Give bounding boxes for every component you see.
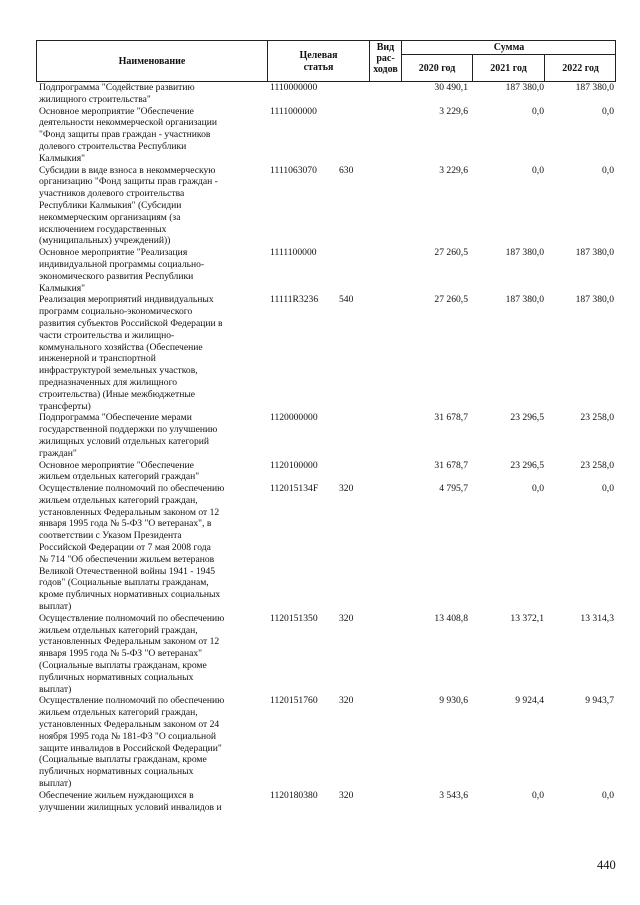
row-code: 1120000000 — [270, 412, 318, 424]
row-code: 1120151350 — [270, 612, 318, 624]
row-value-2020: 3 229,6 — [439, 105, 468, 117]
table-row — [36, 294, 616, 412]
row-name: Осуществление полномочий по обеспечению жильем отдельных категорий граждан, установленных Федеральным законом от 12 января 1995 года № 5-ФЗ "О ветеранах", в соответствии с Указом Президента Российской Федерации от 7 мая 2008 года № 714 "Об обеспечении жильем ветеранов Великой Отечественной войны 1941 - 1945 годов" (Социальные выплаты гражданам, кроме публичных нормативных социальных выплат) — [39, 483, 225, 613]
table-row — [36, 483, 616, 613]
header-code-line1: Целевая — [299, 49, 338, 61]
row-value-2022: 0,0 — [602, 483, 614, 495]
table-header — [36, 40, 616, 82]
row-name: Обеспечение жильем нуждающихся в улучшении жилищных условий инвалидов и — [39, 789, 222, 813]
header-sum — [401, 40, 616, 54]
row-value-2022: 13 314,3 — [580, 612, 614, 624]
row-value-2021: 187 380,0 — [505, 247, 544, 259]
row-vid: 320 — [339, 695, 354, 707]
row-value-2021: 23 296,5 — [510, 459, 544, 471]
header-sum-text: Сумма — [493, 42, 525, 53]
row-code: 112015134F — [270, 483, 319, 495]
row-vid: 320 — [339, 612, 354, 624]
row-vid: 320 — [339, 789, 354, 801]
row-value-2020: 31 678,7 — [434, 459, 468, 471]
row-code: 1120151760 — [270, 695, 318, 707]
row-value-2022: 187 380,0 — [575, 294, 614, 306]
row-name: Основное мероприятие "Реализация индивидуальной программы социально- экономического развития Республики Калмыкия" — [39, 247, 205, 294]
header-year-2022 — [544, 54, 616, 82]
row-name: Подпрограмма "Содействие развитию жилищного строительства" — [39, 82, 195, 105]
row-value-2020: 4 795,7 — [439, 483, 468, 495]
row-value-2020: 13 408,8 — [434, 612, 468, 624]
row-value-2021: 9 924,4 — [515, 695, 544, 707]
header-vid-line3: ходов — [373, 64, 398, 75]
row-value-2022: 0,0 — [602, 105, 614, 117]
header-year-2022-text: 2022 год — [562, 63, 599, 74]
row-value-2021: 0,0 — [532, 164, 544, 176]
row-name: Субсидии в виде взноса в некоммерческую организацию "Фонд защиты прав граждан - участников долевого строительства Республики Калмыкия" (Субсидии некоммерческим организациям (за исключением государственных (муниципальных) учреждений)) — [39, 164, 218, 247]
table-row — [36, 613, 616, 696]
table-row — [36, 412, 616, 459]
header-code — [267, 40, 369, 82]
row-name: Подпрограмма "Обеспечение мерами государственной поддержки по улучшению жилищных условий отдельных категорий граждан" — [39, 412, 218, 459]
row-value-2022: 23 258,0 — [580, 412, 614, 424]
header-year-2021 — [472, 54, 544, 82]
row-value-2021: 0,0 — [532, 483, 544, 495]
header-vid-line2: рас- — [376, 53, 395, 64]
row-name: Основное мероприятие "Обеспечение жильем отдельных категорий граждан" — [39, 459, 200, 483]
table-row — [36, 695, 616, 789]
row-value-2022: 0,0 — [602, 164, 614, 176]
header-year-2020-text: 2020 год — [418, 63, 456, 74]
row-value-2022: 187 380,0 — [575, 247, 614, 259]
row-name: Основное мероприятие "Обеспечение деятельности некоммерческой организации "Фонд защиты прав граждан - участников долевого строительства Республики Калмыкия" — [39, 105, 218, 164]
row-value-2020: 31 678,7 — [434, 412, 468, 424]
row-value-2021: 0,0 — [532, 105, 544, 117]
row-vid: 630 — [339, 164, 354, 176]
row-value-2020: 30 490,1 — [434, 82, 468, 93]
row-code: 1111100000 — [270, 247, 317, 259]
row-code: 1120180380 — [270, 789, 318, 801]
header-year-2020 — [401, 54, 472, 82]
row-code: 11111R3236 — [270, 294, 319, 306]
row-value-2022: 0,0 — [602, 789, 614, 801]
header-vid — [369, 40, 401, 82]
row-value-2021: 187 380,0 — [505, 82, 544, 93]
row-value-2021: 187 380,0 — [505, 294, 544, 306]
row-vid: 320 — [339, 483, 354, 495]
table-row — [36, 247, 616, 294]
row-value-2022: 23 258,0 — [580, 459, 614, 471]
header-year-2021-text: 2021 год — [490, 63, 527, 74]
row-value-2022: 187 380,0 — [575, 82, 614, 93]
row-value-2021: 23 296,5 — [510, 412, 544, 424]
page-number: 440 — [597, 858, 616, 872]
header-vid-line1: Вид — [376, 42, 395, 53]
row-vid: 540 — [339, 294, 354, 306]
table-row — [36, 82, 616, 106]
row-code: 1110000000 — [270, 82, 318, 93]
row-value-2020: 3 229,6 — [439, 164, 468, 176]
header-name — [36, 40, 267, 82]
table-row — [36, 460, 616, 484]
table-row — [36, 790, 616, 814]
row-value-2020: 3 543,6 — [439, 789, 468, 801]
row-value-2020: 9 930,6 — [439, 695, 468, 707]
row-value-2020: 27 260,5 — [434, 294, 468, 306]
table-body — [36, 82, 616, 813]
header-code-line2: статья — [303, 61, 334, 73]
row-value-2021: 0,0 — [532, 789, 544, 801]
table-row — [36, 106, 616, 165]
row-value-2022: 9 943,7 — [585, 695, 614, 707]
row-value-2021: 13 372,1 — [510, 612, 544, 624]
row-code: 1111063070 — [270, 164, 317, 176]
table-row — [36, 165, 616, 248]
row-value-2020: 27 260,5 — [434, 247, 468, 259]
row-name: Осуществление полномочий по обеспечению жильем отдельных категорий граждан, установленных Федеральным законом от 24 ноября 1995 года № 181-ФЗ "О социальной защите инвалидов в Российской Федерации" (Социальные выплаты гражданам, кроме публичных нормативных социальных выплат) — [39, 695, 225, 790]
row-name: Осуществление полномочий по обеспечению жильем отдельных категорий граждан, установленных Федеральным законом от 12 января 1995 года № 5-ФЗ "О ветеранах" (Социальные выплаты гражданам, кроме публичных нормативных социальных выплат) — [39, 612, 225, 695]
row-code: 1120100000 — [270, 459, 318, 471]
row-code: 1111000000 — [270, 105, 317, 117]
row-name: Реализация мероприятий индивидуальных программ социально-экономического развития субъектов Российской Федерации в части строительства и жилищно- коммунального хозяйства (Обеспечение инженерной и транспортной инфраструктурой земельных участков, предназначенных для жилищного строительства) (Иные межбюджетные трансферты) — [39, 294, 223, 412]
header-name-text: Наименование — [118, 56, 186, 67]
